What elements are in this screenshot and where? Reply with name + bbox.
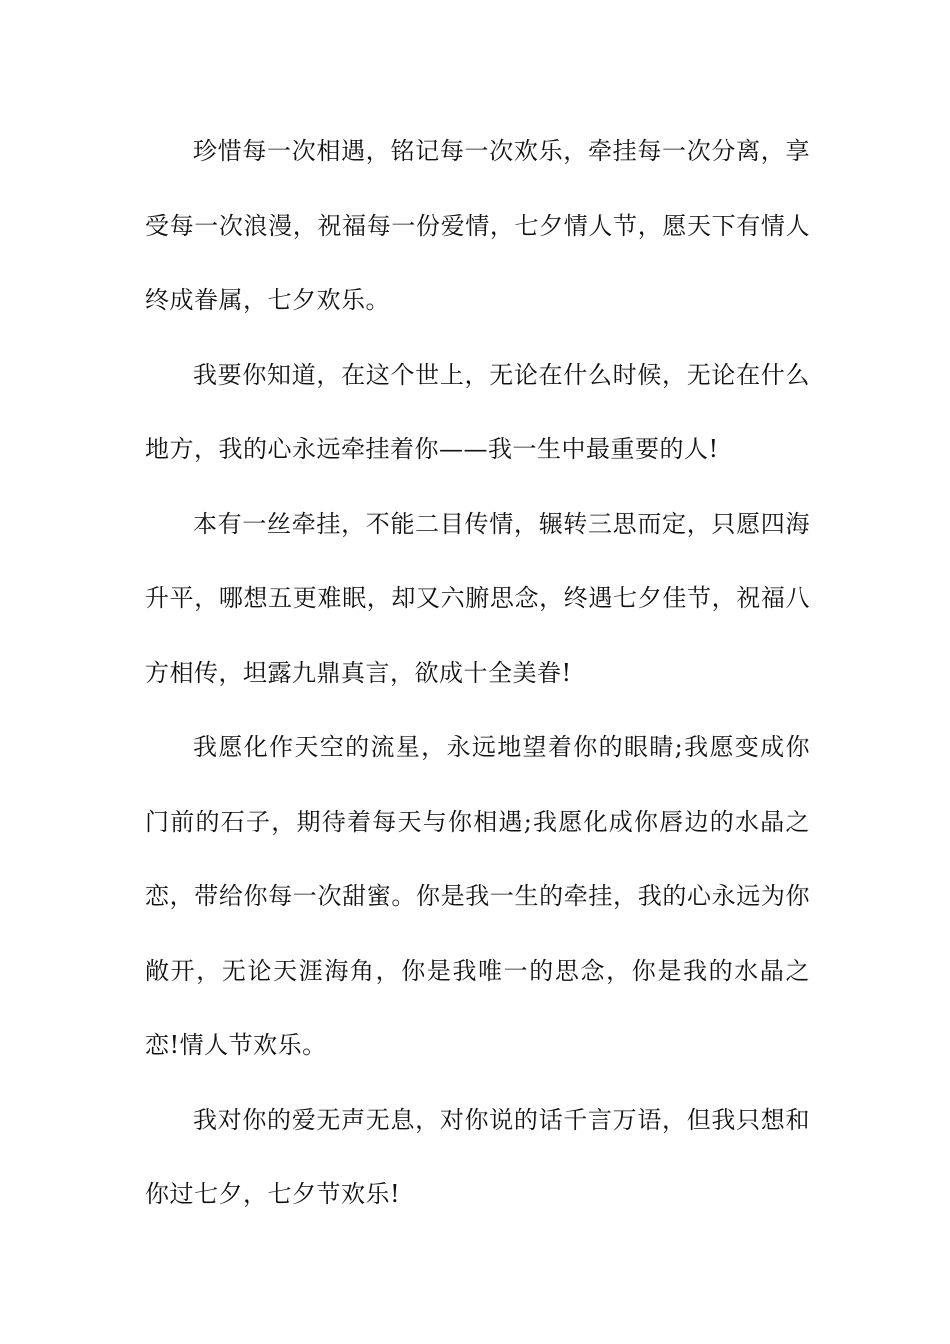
document-body	[145, 114, 810, 1232]
paragraph: 我要你知道，在这个世上，无论在什么时候，无论在什么地方，我的心永远牵挂着你——我一生中最重要的人!	[145, 360, 810, 463]
paragraph: 我对你的爱无声无息，对你说的话千言万语，但我只想和你过七夕，七夕节欢乐!	[145, 1105, 810, 1208]
paragraph: 珍惜每一次相遇，铭记每一次欢乐，牵挂每一次分离，享受每一次浪漫，祝福每一份爱情，七夕情人节，愿天下有情人终成眷属，七夕欢乐。	[145, 137, 810, 314]
paragraph: 本有一丝牵挂，不能二目传情，辗转三思而定，只愿四海升平，哪想五更难眠，却又六腑思念，终遇七夕佳节，祝福八方相传，坦露九鼎真言，欲成十全美眷!	[145, 509, 810, 687]
paragraph: 我愿化作天空的流星，永远地望着你的眼睛;我愿变成你门前的石子，期待着每天与你相遇;我愿化成你唇边的水晶之恋，带给你每一次甜蜜。你是我一生的牵挂，我的心永远为你敞开，无论天涯海角，你是我唯一的思念，你是我的水晶之恋!情人节欢乐。	[145, 733, 810, 1059]
